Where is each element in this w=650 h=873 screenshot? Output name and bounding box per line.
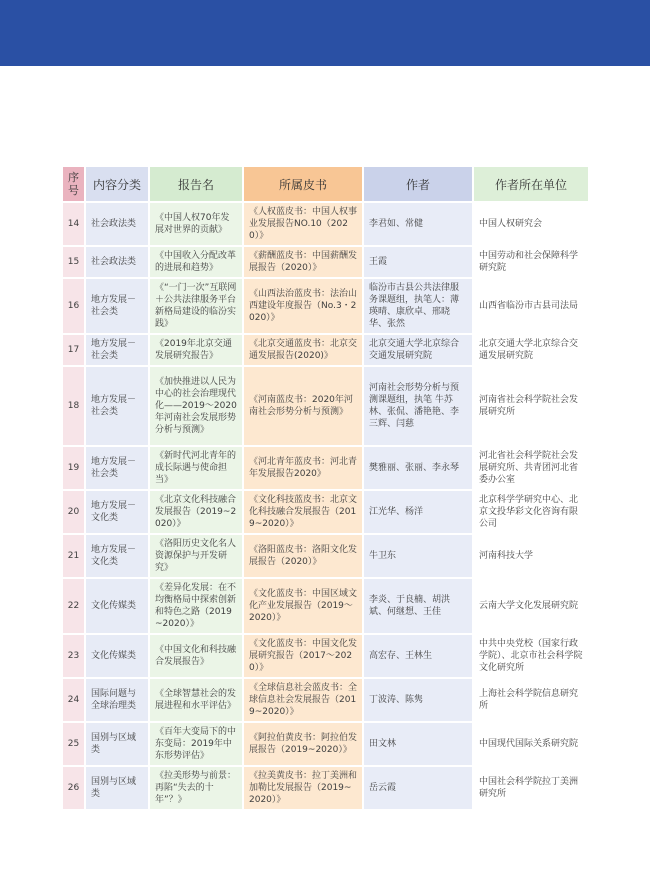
cell-category: 国别与区域类	[86, 767, 150, 811]
cell-unit: 中国现代国际关系研究院	[474, 723, 588, 767]
cell-category: 国别与区域类	[86, 723, 150, 767]
cell-no: 18	[63, 367, 86, 447]
cell-book: 《文化科技蓝皮书：北京文化科技融合发展报告（2019~2020）》	[244, 491, 364, 535]
cell-report: 《中国文化和科技融合发展报告》	[150, 635, 244, 679]
cell-book: 《文化蓝皮书：中国文化发展研究报告（2017～2020）》	[244, 635, 364, 679]
header-unit: 作者所在单位	[474, 167, 588, 203]
header-report: 报告名	[150, 167, 244, 203]
table-row	[63, 579, 588, 635]
cell-author: 牛卫东	[364, 535, 474, 579]
table-row	[63, 679, 588, 723]
cell-unit: 河南科技大学	[474, 535, 588, 579]
cell-unit: 上海社会科学院信息研究所	[474, 679, 588, 723]
cell-category: 地方发展－社会类	[86, 279, 150, 335]
cell-author: 李君如、常健	[364, 203, 474, 247]
cell-report: 《中国人权70年发展对世界的贡献》	[150, 203, 244, 247]
cell-author: 岳云霞	[364, 767, 474, 811]
cell-book: 《山西法治蓝皮书：法治山西建设年度报告（No.3・2020）》	[244, 279, 364, 335]
cell-category: 社会政法类	[86, 203, 150, 247]
cell-book: 《薪酬蓝皮书：中国薪酬发展报告（2020）》	[244, 247, 364, 279]
cell-book: 《洛阳蓝皮书：洛阳文化发展报告（2020）》	[244, 535, 364, 579]
table-row	[63, 279, 588, 335]
cell-report: 《中国收入分配改革的进展和趋势》	[150, 247, 244, 279]
cell-no: 25	[63, 723, 86, 767]
cell-book: 《河南蓝皮书：2020年河南社会形势分析与预测》	[244, 367, 364, 447]
cell-category: 社会政法类	[86, 247, 150, 279]
cell-book: 《阿拉伯黄皮书：阿拉伯发展报告（2019~2020）》	[244, 723, 364, 767]
cell-unit: 云南大学文化发展研究院	[474, 579, 588, 635]
table-row	[63, 491, 588, 535]
cell-report: 《洛阳历史文化名人资源保护与开发研究》	[150, 535, 244, 579]
cell-author: 高宏存、王林生	[364, 635, 474, 679]
table-row	[63, 535, 588, 579]
cell-category: 文化传媒类	[86, 579, 150, 635]
cell-author: 江光华、杨洋	[364, 491, 474, 535]
cell-no: 22	[63, 579, 86, 635]
header-seq: 序 号	[63, 167, 86, 203]
cell-author: 河南社会形势分析与预测课题组，执笔 牛苏林、张侃、潘艳艳、李三辉、闫慈	[364, 367, 474, 447]
table-row	[63, 723, 588, 767]
cell-unit: 中国社会科学院拉丁美洲研究所	[474, 767, 588, 811]
cell-category: 文化传媒类	[86, 635, 150, 679]
cell-author: 王霞	[364, 247, 474, 279]
cell-report: 《“一门一次”互联网＋公共法律服务平台新格局建设的临汾实践》	[150, 279, 244, 335]
cell-no: 19	[63, 447, 86, 491]
cell-unit: 河北省社会科学院社会发展研究所、共青团河北省委办公室	[474, 447, 588, 491]
cell-book: 《人权蓝皮书：中国人权事业发展报告NO.10（2020）》	[244, 203, 364, 247]
cell-unit: 北京科学学研究中心、北京文投华彩文化咨询有限公司	[474, 491, 588, 535]
header-band	[0, 0, 650, 66]
table-row	[63, 635, 588, 679]
cell-category: 国际问题与全球治理类	[86, 679, 150, 723]
table-row	[63, 447, 588, 491]
cell-book: 《全球信息社会蓝皮书：全球信息社会发展报告（2019~2020）》	[244, 679, 364, 723]
cell-author: 樊雅丽、张丽、李永琴	[364, 447, 474, 491]
cell-no: 17	[63, 335, 86, 367]
table-row	[63, 367, 588, 447]
cell-report: 《2019年北京交通发展研究报告》	[150, 335, 244, 367]
table-row	[63, 335, 588, 367]
cell-category: 地方发展－社会类	[86, 335, 150, 367]
cell-unit: 中国劳动和社会保障科学研究院	[474, 247, 588, 279]
cell-category: 地方发展－文化类	[86, 535, 150, 579]
table-row	[63, 203, 588, 247]
cell-report: 《拉美形势与前景：再陷“失去的十年”？》	[150, 767, 244, 811]
table-row	[63, 767, 588, 811]
cell-book: 《河北青年蓝皮书：河北青年发展报告2020》	[244, 447, 364, 491]
table-header-row	[63, 167, 588, 203]
cell-author: 丁波涛、陈隽	[364, 679, 474, 723]
cell-no: 20	[63, 491, 86, 535]
cell-no: 15	[63, 247, 86, 279]
cell-category: 地方发展－社会类	[86, 447, 150, 491]
cell-unit: 河南省社会科学院社会发展研究所	[474, 367, 588, 447]
header-book: 所属皮书	[244, 167, 364, 203]
cell-unit: 中共中央党校（国家行政学院）、北京市社会科学院文化研究所	[474, 635, 588, 679]
cell-no: 21	[63, 535, 86, 579]
cell-no: 26	[63, 767, 86, 811]
cell-report: 《加快推进以人民为中心的社会治理现代化——2019～2020年河南社会发展形势分析与预测》	[150, 367, 244, 447]
cell-report: 《百年大变局下的中东变局：2019年中东形势评估》	[150, 723, 244, 767]
cell-author: 李炎、于良楠、胡洪斌、何继想、王佳	[364, 579, 474, 635]
cell-book: 《文化蓝皮书：中国区域文化产业发展报告（2019～2020）》	[244, 579, 364, 635]
cell-report: 《差异化发展：在不均衡格局中探索创新和特色之路（2019~2020）》	[150, 579, 244, 635]
cell-no: 14	[63, 203, 86, 247]
cell-unit: 山西省临汾市古县司法局	[474, 279, 588, 335]
report-table	[63, 167, 588, 811]
cell-unit: 北京交通大学北京综合交通发展研究院	[474, 335, 588, 367]
header-author: 作者	[364, 167, 474, 203]
cell-category: 地方发展－文化类	[86, 491, 150, 535]
cell-report: 《新时代河北青年的成长际遇与使命担当》	[150, 447, 244, 491]
cell-author: 北京交通大学北京综合交通发展研究院	[364, 335, 474, 367]
table-row	[63, 247, 588, 279]
cell-no: 16	[63, 279, 86, 335]
cell-no: 24	[63, 679, 86, 723]
cell-category: 地方发展－社会类	[86, 367, 150, 447]
cell-unit: 中国人权研究会	[474, 203, 588, 247]
cell-report: 《全球智慧社会的发展进程和水平评估》	[150, 679, 244, 723]
cell-book: 《拉美黄皮书：拉丁美洲和加勒比发展报告（2019~2020）》	[244, 767, 364, 811]
header-category: 内容分类	[86, 167, 150, 203]
cell-author: 临汾市古县公共法律服务课题组，执笔人：薄瑛晴、康欣卓、邢晓华、张然	[364, 279, 474, 335]
cell-author: 田文林	[364, 723, 474, 767]
cell-report: 《北京文化科技融合发展报告（2019~2020）》	[150, 491, 244, 535]
cell-book: 《北京交通蓝皮书：北京交通发展报告(2020)》	[244, 335, 364, 367]
cell-no: 23	[63, 635, 86, 679]
